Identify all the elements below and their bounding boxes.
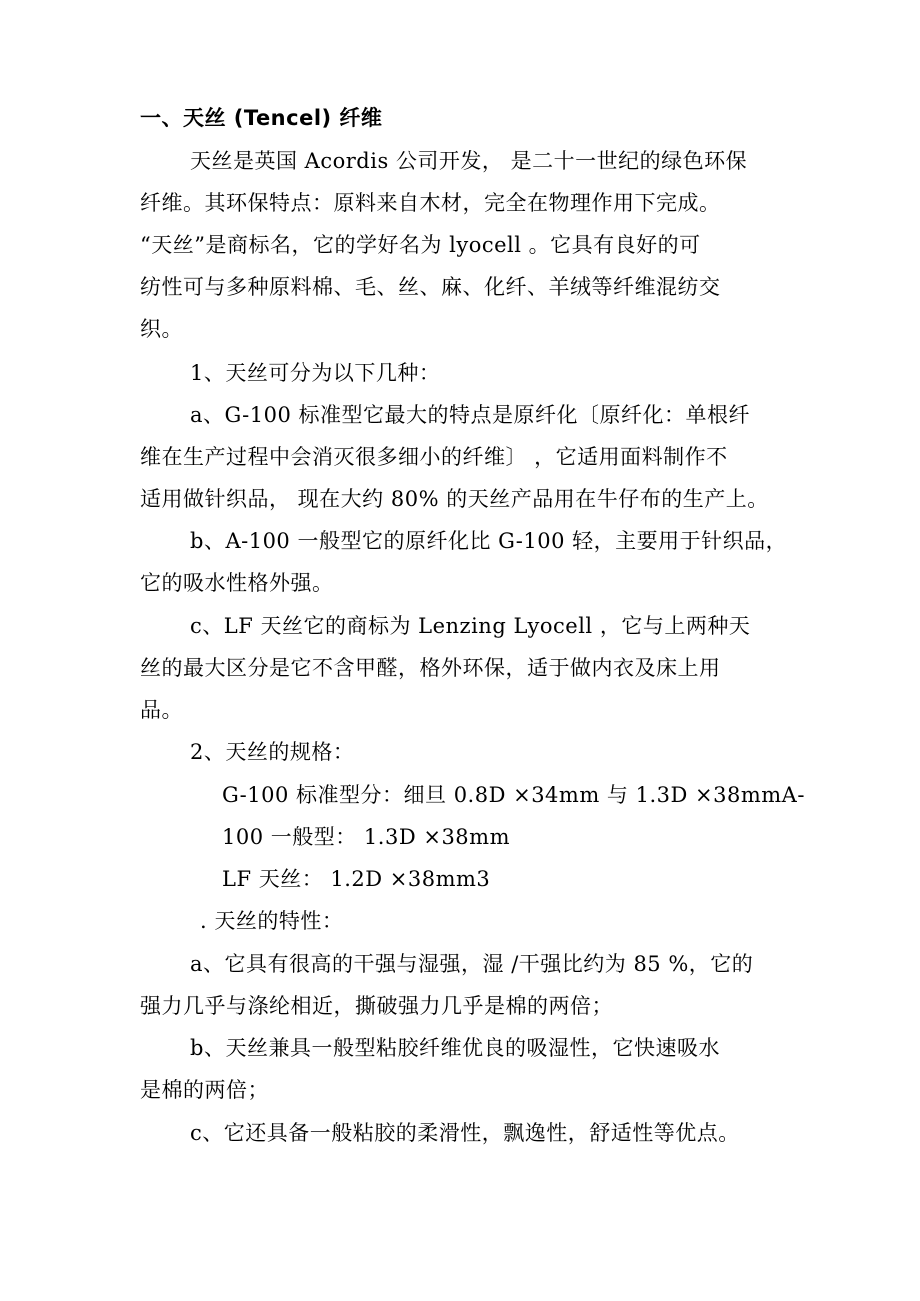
paragraph-line: 是棉的两倍；: [140, 1078, 269, 1102]
paragraph-line: c、LF 天丝它的商标为 Lenzing Lyocell ，它与上两种天: [190, 614, 751, 638]
paragraph-line: 纺性可与多种原料棉、毛、丝、麻、化纤、羊绒等纤维混纺交: [140, 275, 721, 299]
paragraph-line: b、A-100 一般型它的原纤化比 G-100 轻，主要用于针织品，: [190, 529, 788, 553]
spec-line: G-100 标准型分：细旦 0.8D ×34mm 与 1.3D ×38mmA-: [222, 783, 805, 807]
spec-line: LF 天丝： 1.2D ×38mm3: [222, 867, 491, 891]
paragraph-line: 它的吸水性格外强。: [140, 571, 334, 595]
paragraph-line: 维在生产过程中会消灭很多细小的纤维〕 ，它适用面料制作不: [140, 445, 728, 469]
paragraph-line: “天丝”是商标名，它的学好名为 lyocell 。它具有良好的可: [140, 233, 701, 257]
paragraph-line: b、天丝兼具一般型粘胶纤维优良的吸湿性，它快速吸水: [190, 1036, 720, 1060]
paragraph-line: 天丝是英国 Acordis 公司开发， 是二十一世纪的绿色环保: [190, 149, 748, 173]
list-heading: . 天丝的特性：: [200, 909, 344, 933]
paragraph-line: 织。: [140, 317, 183, 341]
list-heading: 2、天丝的规格：: [190, 740, 355, 764]
paragraph-line: 适用做针织品， 现在大约 80% 的天丝产品用在牛仔布的生产上。: [140, 487, 769, 511]
paragraph-line: 品。: [140, 698, 183, 722]
paragraph-line: a、它具有很高的干强与湿强，湿 /干强比约为 85 %，它的: [190, 952, 754, 976]
paragraph-line: 强力几乎与涤纶相近，撕破强力几乎是棉的两倍；: [140, 994, 613, 1018]
paragraph-line: 丝的最大区分是它不含甲醛，格外环保，适于做内衣及床上用: [140, 656, 721, 680]
paragraph-line: 纤维。其环保特点：原料来自木材，完全在物理作用下完成。: [140, 191, 721, 215]
paragraph-line: c、它还具备一般粘胶的柔滑性，飘逸性，舒适性等优点。: [190, 1121, 740, 1145]
section-heading: 一、天丝 (Tencel) 纤维: [140, 106, 383, 130]
paragraph-line: a、G-100 标准型它最大的特点是原纤化〔原纤化：单根纤: [190, 403, 751, 427]
spec-line: 100 一般型： 1.3D ×38mm: [222, 825, 510, 849]
list-heading: 1、天丝可分为以下几种：: [190, 361, 441, 385]
